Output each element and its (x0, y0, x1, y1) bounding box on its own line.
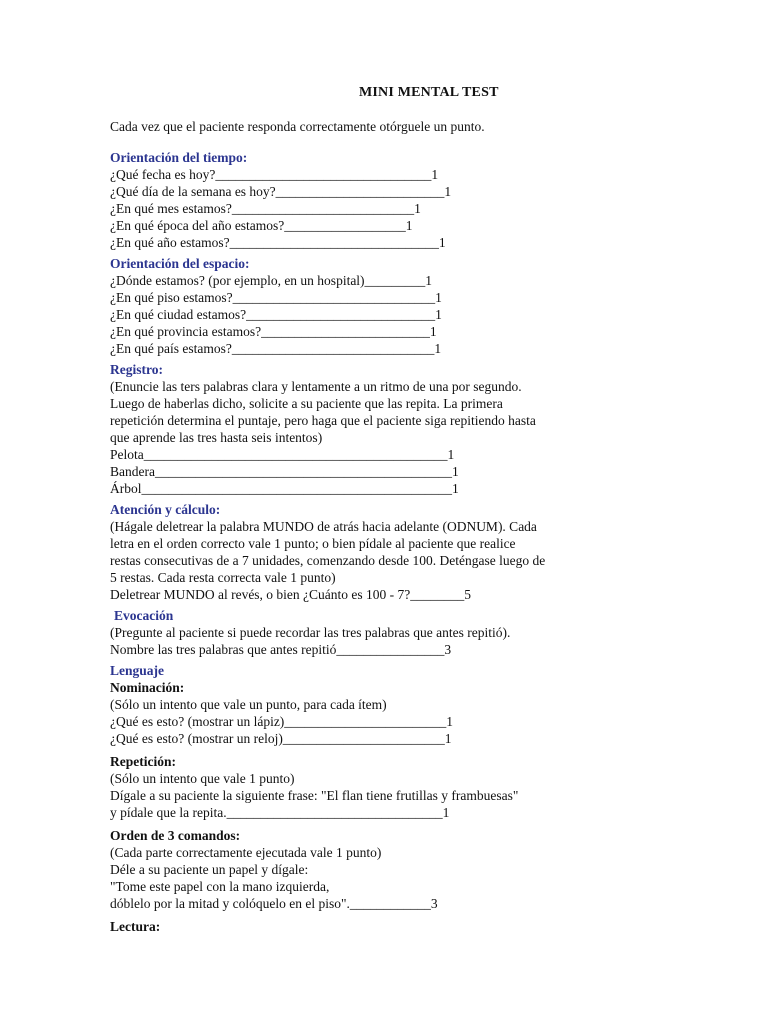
text-line: (Sólo un intento que vale un punto, para cada ítem) (110, 697, 387, 712)
text-line: 5 restas. Cada resta correcta vale 1 punto) (110, 570, 336, 585)
list-item: ¿En qué ciudad estamos?____________________________1 (110, 307, 442, 322)
section-heading-evocacion: Evocación (114, 608, 174, 623)
list-item: ¿Dónde estamos? (por ejemplo, en un hospital)_________1 (110, 273, 433, 288)
list-item: ¿Qué es esto? (mostrar un lápiz)________________________1 (110, 714, 454, 729)
subheading-nominacion: Nominación: (110, 680, 185, 695)
list-item: ¿En qué época del año estamos?__________________1 (110, 218, 413, 233)
text-line: (Sólo un intento que vale 1 punto) (110, 771, 295, 786)
text-line: (Enuncie las ters palabras clara y lentamente a un ritmo de una por segundo. (110, 379, 522, 394)
list-item: y pídale que la repita.________________________________1 (110, 805, 450, 820)
list-item: ¿En qué piso estamos?______________________________1 (110, 290, 442, 305)
text-line: (Pregunte al paciente si puede recordar las tres palabras que antes repitió). (110, 625, 511, 640)
section-heading-orientacion-espacio: Orientación del espacio: (110, 256, 250, 271)
list-item: Deletrear MUNDO al revés, o bien ¿Cuánto es 100 - 7?________5 (110, 587, 472, 602)
text-line: Dígale a su paciente la siguiente frase: "El flan tiene frutillas y frambuesas" (110, 788, 519, 803)
intro-text: Cada vez que el paciente responda correctamente otórguele un punto. (110, 119, 485, 134)
subheading-repeticion: Repetición: (110, 754, 176, 769)
list-item: Pelota_____________________________________________1 (110, 447, 455, 462)
text-line: (Hágale deletrear la palabra MUNDO de atrás hacia adelante (ODNUM). Cada (110, 519, 537, 534)
list-item: Nombre las tres palabras que antes repitió________________3 (110, 642, 452, 657)
list-item: ¿Qué es esto? (mostrar un reloj)________________________1 (110, 731, 452, 746)
text-line: repetición determina el puntaje, pero haga que el paciente siga repitiendo hasta (110, 413, 536, 428)
list-item: ¿En qué país estamos?______________________________1 (110, 341, 442, 356)
list-item: ¿En qué mes estamos?___________________________1 (110, 201, 421, 216)
section-heading-registro: Registro: (110, 362, 163, 377)
list-item: ¿En qué provincia estamos?_________________________1 (110, 324, 437, 339)
page-title: MINI MENTAL TEST (359, 85, 499, 100)
text-line: letra en el orden correcto vale 1 punto; o bien pídale al paciente que realice (110, 536, 516, 551)
text-line: "Tome este papel con la mano izquierda, (110, 879, 330, 894)
section-heading-atencion: Atención y cálculo: (110, 502, 221, 517)
text-line: Déle a su paciente un papel y dígale: (110, 862, 309, 877)
list-item: Bandera____________________________________________1 (110, 464, 459, 479)
text-line: Luego de haberlas dicho, solicite a su paciente que las repita. La primera (110, 396, 503, 411)
list-item: dóblelo por la mitad y colóquelo en el piso".____________3 (110, 896, 438, 911)
list-item: ¿En qué año estamos?_______________________________1 (110, 235, 446, 250)
text-line: (Cada parte correctamente ejecutada vale 1 punto) (110, 845, 382, 860)
section-heading-lenguaje: Lenguaje (110, 663, 164, 678)
subheading-orden-comandos: Orden de 3 comandos: (110, 828, 241, 843)
list-item: Árbol______________________________________________1 (110, 481, 459, 496)
list-item: ¿Qué día de la semana es hoy?_________________________1 (110, 184, 452, 199)
section-heading-orientacion-tiempo: Orientación del tiempo: (110, 150, 248, 165)
list-item: ¿Qué fecha es hoy?________________________________1 (110, 167, 439, 182)
test-content (110, 118, 750, 935)
subheading-lectura: Lectura: (110, 919, 161, 934)
text-line: que aprende las tres hasta seis intentos) (110, 430, 323, 445)
text-line: restas consecutivas de a 7 unidades, comenzando desde 100. Deténgase luego de (110, 553, 546, 568)
